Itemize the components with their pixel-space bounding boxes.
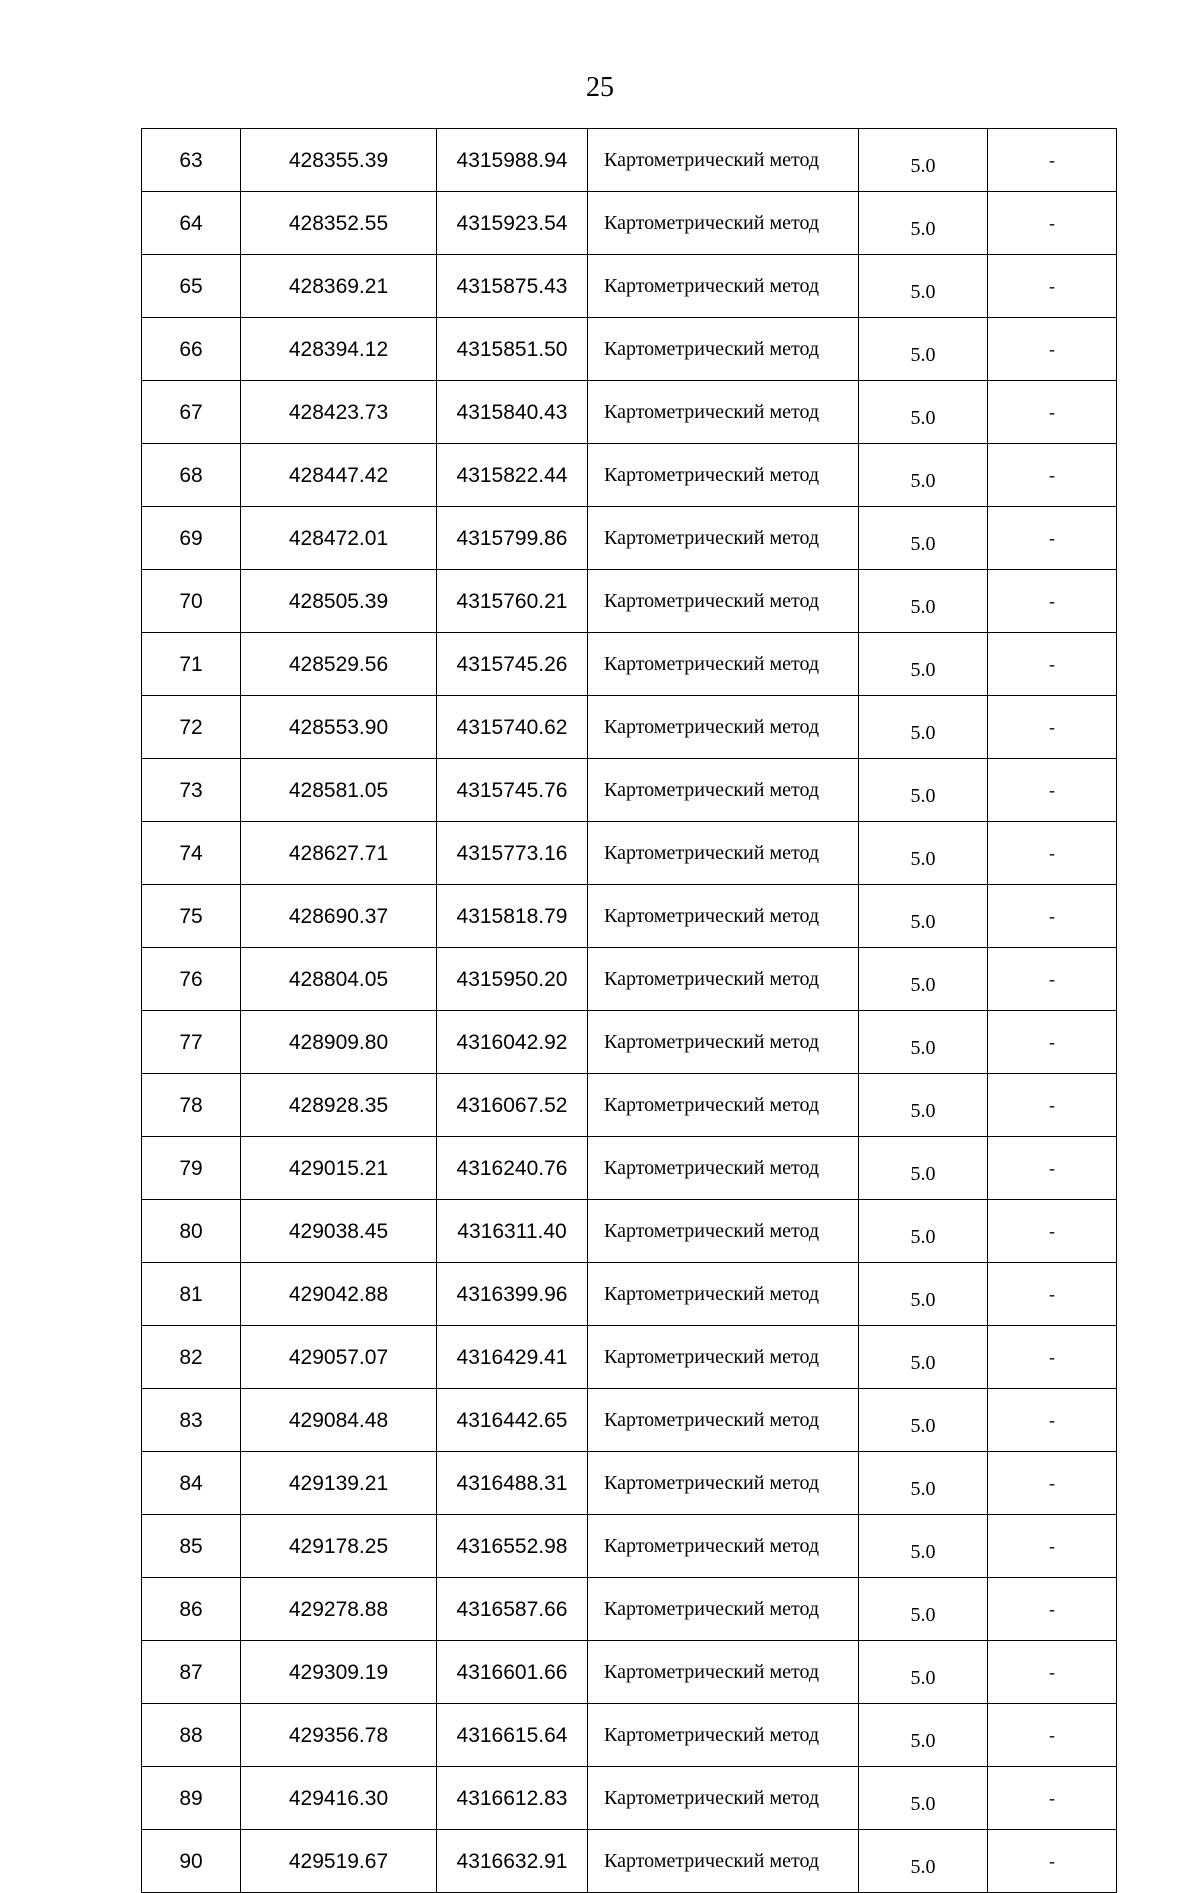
coordinate-y-cell: 4315760.21 <box>437 570 588 633</box>
point-number-cell: 70 <box>142 570 241 633</box>
table-row <box>142 129 1117 192</box>
table-row <box>142 507 1117 570</box>
accuracy-cell: 5.0 <box>859 1074 988 1137</box>
point-number-cell: 67 <box>142 381 241 444</box>
table-row <box>142 1263 1117 1326</box>
point-number-cell: 81 <box>142 1263 241 1326</box>
table-row <box>142 759 1117 822</box>
coordinate-x-cell: 429178.25 <box>241 1515 437 1578</box>
coordinate-y-cell: 4316632.91 <box>437 1830 588 1893</box>
point-number-cell: 85 <box>142 1515 241 1578</box>
table-row <box>142 633 1117 696</box>
table-row <box>142 696 1117 759</box>
table-row <box>142 1767 1117 1830</box>
coordinate-y-cell: 4316601.66 <box>437 1641 588 1704</box>
table-row <box>142 1515 1117 1578</box>
point-number-cell: 73 <box>142 759 241 822</box>
note-cell: - <box>988 1263 1117 1326</box>
note-cell: - <box>988 255 1117 318</box>
note-cell: - <box>988 1074 1117 1137</box>
coordinate-y-cell: 4316311.40 <box>437 1200 588 1263</box>
accuracy-cell: 5.0 <box>859 507 988 570</box>
accuracy-cell: 5.0 <box>859 1326 988 1389</box>
coordinate-y-cell: 4315745.76 <box>437 759 588 822</box>
accuracy-cell: 5.0 <box>859 255 988 318</box>
coordinate-y-cell: 4316488.31 <box>437 1452 588 1515</box>
coordinate-y-cell: 4316612.83 <box>437 1767 588 1830</box>
coordinate-y-cell: 4316240.76 <box>437 1137 588 1200</box>
table-row <box>142 1578 1117 1641</box>
coordinate-x-cell: 429042.88 <box>241 1263 437 1326</box>
coordinate-x-cell: 428581.05 <box>241 759 437 822</box>
note-cell: - <box>988 948 1117 1011</box>
table-row <box>142 1326 1117 1389</box>
method-cell: Картометрический метод <box>588 318 859 381</box>
point-number-cell: 89 <box>142 1767 241 1830</box>
accuracy-cell: 5.0 <box>859 1515 988 1578</box>
point-number-cell: 71 <box>142 633 241 696</box>
table-row <box>142 1200 1117 1263</box>
accuracy-cell: 5.0 <box>859 1578 988 1641</box>
coordinate-x-cell: 428627.71 <box>241 822 437 885</box>
method-cell: Картометрический метод <box>588 570 859 633</box>
table-row <box>142 885 1117 948</box>
coordinate-y-cell: 4316042.92 <box>437 1011 588 1074</box>
note-cell: - <box>988 1641 1117 1704</box>
coordinate-x-cell: 428352.55 <box>241 192 437 255</box>
note-cell: - <box>988 444 1117 507</box>
note-cell: - <box>988 822 1117 885</box>
coordinate-x-cell: 429309.19 <box>241 1641 437 1704</box>
accuracy-cell: 5.0 <box>859 318 988 381</box>
method-cell: Картометрический метод <box>588 1200 859 1263</box>
accuracy-cell: 5.0 <box>859 633 988 696</box>
coordinate-x-cell: 429416.30 <box>241 1767 437 1830</box>
accuracy-cell: 5.0 <box>859 1389 988 1452</box>
table-row <box>142 1011 1117 1074</box>
accuracy-cell: 5.0 <box>859 129 988 192</box>
note-cell: - <box>988 1200 1117 1263</box>
coordinate-y-cell: 4315875.43 <box>437 255 588 318</box>
method-cell: Картометрический метод <box>588 1011 859 1074</box>
point-number-cell: 65 <box>142 255 241 318</box>
method-cell: Картометрический метод <box>588 129 859 192</box>
note-cell: - <box>988 1830 1117 1893</box>
coordinate-x-cell: 429015.21 <box>241 1137 437 1200</box>
point-number-cell: 83 <box>142 1389 241 1452</box>
point-number-cell: 82 <box>142 1326 241 1389</box>
coordinate-y-cell: 4315822.44 <box>437 444 588 507</box>
table-row <box>142 444 1117 507</box>
point-number-cell: 74 <box>142 822 241 885</box>
coordinate-x-cell: 429356.78 <box>241 1704 437 1767</box>
method-cell: Картометрический метод <box>588 1515 859 1578</box>
note-cell: - <box>988 1704 1117 1767</box>
coordinate-x-cell: 429057.07 <box>241 1326 437 1389</box>
note-cell: - <box>988 1767 1117 1830</box>
point-number-cell: 66 <box>142 318 241 381</box>
method-cell: Картометрический метод <box>588 1389 859 1452</box>
method-cell: Картометрический метод <box>588 507 859 570</box>
coordinate-x-cell: 428355.39 <box>241 129 437 192</box>
accuracy-cell: 5.0 <box>859 570 988 633</box>
coordinate-y-cell: 4315740.62 <box>437 696 588 759</box>
note-cell: - <box>988 696 1117 759</box>
note-cell: - <box>988 633 1117 696</box>
table-row <box>142 381 1117 444</box>
accuracy-cell: 5.0 <box>859 1767 988 1830</box>
coordinate-y-cell: 4316552.98 <box>437 1515 588 1578</box>
note-cell: - <box>988 507 1117 570</box>
point-number-cell: 63 <box>142 129 241 192</box>
coordinate-x-cell: 428423.73 <box>241 381 437 444</box>
accuracy-cell: 5.0 <box>859 1641 988 1704</box>
accuracy-cell: 5.0 <box>859 381 988 444</box>
table-row <box>142 1641 1117 1704</box>
accuracy-cell: 5.0 <box>859 696 988 759</box>
point-number-cell: 79 <box>142 1137 241 1200</box>
method-cell: Картометрический метод <box>588 444 859 507</box>
coordinate-y-cell: 4315818.79 <box>437 885 588 948</box>
note-cell: - <box>988 759 1117 822</box>
coordinate-x-cell: 428553.90 <box>241 696 437 759</box>
accuracy-cell: 5.0 <box>859 1830 988 1893</box>
method-cell: Картометрический метод <box>588 1326 859 1389</box>
coordinates-table <box>141 128 1117 1893</box>
method-cell: Картометрический метод <box>588 696 859 759</box>
method-cell: Картометрический метод <box>588 1263 859 1326</box>
coordinate-y-cell: 4315988.94 <box>437 129 588 192</box>
note-cell: - <box>988 570 1117 633</box>
coordinate-y-cell: 4315773.16 <box>437 822 588 885</box>
accuracy-cell: 5.0 <box>859 1452 988 1515</box>
accuracy-cell: 5.0 <box>859 1704 988 1767</box>
coordinate-y-cell: 4316442.65 <box>437 1389 588 1452</box>
coordinates-table-body <box>142 129 1117 1893</box>
coordinate-x-cell: 428928.35 <box>241 1074 437 1137</box>
point-number-cell: 72 <box>142 696 241 759</box>
table-row <box>142 1830 1117 1893</box>
method-cell: Картометрический метод <box>588 1641 859 1704</box>
point-number-cell: 68 <box>142 444 241 507</box>
point-number-cell: 78 <box>142 1074 241 1137</box>
coordinate-y-cell: 4315851.50 <box>437 318 588 381</box>
accuracy-cell: 5.0 <box>859 885 988 948</box>
method-cell: Картометрический метод <box>588 192 859 255</box>
coordinate-x-cell: 428505.39 <box>241 570 437 633</box>
method-cell: Картометрический метод <box>588 1830 859 1893</box>
coordinate-y-cell: 4316399.96 <box>437 1263 588 1326</box>
method-cell: Картометрический метод <box>588 1452 859 1515</box>
table-row <box>142 822 1117 885</box>
table-row <box>142 570 1117 633</box>
method-cell: Картометрический метод <box>588 633 859 696</box>
note-cell: - <box>988 129 1117 192</box>
point-number-cell: 69 <box>142 507 241 570</box>
accuracy-cell: 5.0 <box>859 822 988 885</box>
method-cell: Картометрический метод <box>588 1074 859 1137</box>
method-cell: Картометрический метод <box>588 1137 859 1200</box>
accuracy-cell: 5.0 <box>859 1200 988 1263</box>
note-cell: - <box>988 318 1117 381</box>
method-cell: Картометрический метод <box>588 885 859 948</box>
coordinate-x-cell: 428529.56 <box>241 633 437 696</box>
note-cell: - <box>988 1137 1117 1200</box>
table-row <box>142 192 1117 255</box>
accuracy-cell: 5.0 <box>859 1011 988 1074</box>
method-cell: Картометрический метод <box>588 381 859 444</box>
table-row <box>142 318 1117 381</box>
coordinate-x-cell: 428909.80 <box>241 1011 437 1074</box>
coordinate-x-cell: 428804.05 <box>241 948 437 1011</box>
table-row <box>142 1074 1117 1137</box>
coordinate-y-cell: 4315950.20 <box>437 948 588 1011</box>
accuracy-cell: 5.0 <box>859 1137 988 1200</box>
note-cell: - <box>988 1515 1117 1578</box>
point-number-cell: 64 <box>142 192 241 255</box>
coordinate-x-cell: 428472.01 <box>241 507 437 570</box>
coordinate-y-cell: 4315799.86 <box>437 507 588 570</box>
method-cell: Картометрический метод <box>588 1578 859 1641</box>
coordinate-x-cell: 429139.21 <box>241 1452 437 1515</box>
table-row <box>142 255 1117 318</box>
note-cell: - <box>988 1578 1117 1641</box>
table-row <box>142 1704 1117 1767</box>
coordinate-x-cell: 428369.21 <box>241 255 437 318</box>
coordinate-x-cell: 429084.48 <box>241 1389 437 1452</box>
point-number-cell: 80 <box>142 1200 241 1263</box>
point-number-cell: 90 <box>142 1830 241 1893</box>
method-cell: Картометрический метод <box>588 759 859 822</box>
page-number: 25 <box>586 72 614 103</box>
coordinate-y-cell: 4316067.52 <box>437 1074 588 1137</box>
accuracy-cell: 5.0 <box>859 192 988 255</box>
point-number-cell: 77 <box>142 1011 241 1074</box>
accuracy-cell: 5.0 <box>859 1263 988 1326</box>
note-cell: - <box>988 1326 1117 1389</box>
method-cell: Картометрический метод <box>588 1704 859 1767</box>
note-cell: - <box>988 1011 1117 1074</box>
method-cell: Картометрический метод <box>588 255 859 318</box>
method-cell: Картометрический метод <box>588 1767 859 1830</box>
coordinate-y-cell: 4316587.66 <box>437 1578 588 1641</box>
coordinate-x-cell: 428394.12 <box>241 318 437 381</box>
point-number-cell: 88 <box>142 1704 241 1767</box>
note-cell: - <box>988 381 1117 444</box>
accuracy-cell: 5.0 <box>859 444 988 507</box>
note-cell: - <box>988 885 1117 948</box>
table-row <box>142 1137 1117 1200</box>
coordinate-y-cell: 4316615.64 <box>437 1704 588 1767</box>
table-row <box>142 1452 1117 1515</box>
coordinate-x-cell: 429519.67 <box>241 1830 437 1893</box>
accuracy-cell: 5.0 <box>859 948 988 1011</box>
method-cell: Картометрический метод <box>588 822 859 885</box>
table-row <box>142 1389 1117 1452</box>
coordinate-y-cell: 4315840.43 <box>437 381 588 444</box>
point-number-cell: 86 <box>142 1578 241 1641</box>
point-number-cell: 84 <box>142 1452 241 1515</box>
note-cell: - <box>988 1389 1117 1452</box>
coordinate-x-cell: 429038.45 <box>241 1200 437 1263</box>
note-cell: - <box>988 192 1117 255</box>
method-cell: Картометрический метод <box>588 948 859 1011</box>
point-number-cell: 75 <box>142 885 241 948</box>
coordinate-y-cell: 4316429.41 <box>437 1326 588 1389</box>
point-number-cell: 87 <box>142 1641 241 1704</box>
table-row <box>142 948 1117 1011</box>
coordinate-y-cell: 4315745.26 <box>437 633 588 696</box>
coordinate-x-cell: 428447.42 <box>241 444 437 507</box>
coordinate-y-cell: 4315923.54 <box>437 192 588 255</box>
note-cell: - <box>988 1452 1117 1515</box>
coordinate-x-cell: 428690.37 <box>241 885 437 948</box>
point-number-cell: 76 <box>142 948 241 1011</box>
coordinate-x-cell: 429278.88 <box>241 1578 437 1641</box>
accuracy-cell: 5.0 <box>859 759 988 822</box>
